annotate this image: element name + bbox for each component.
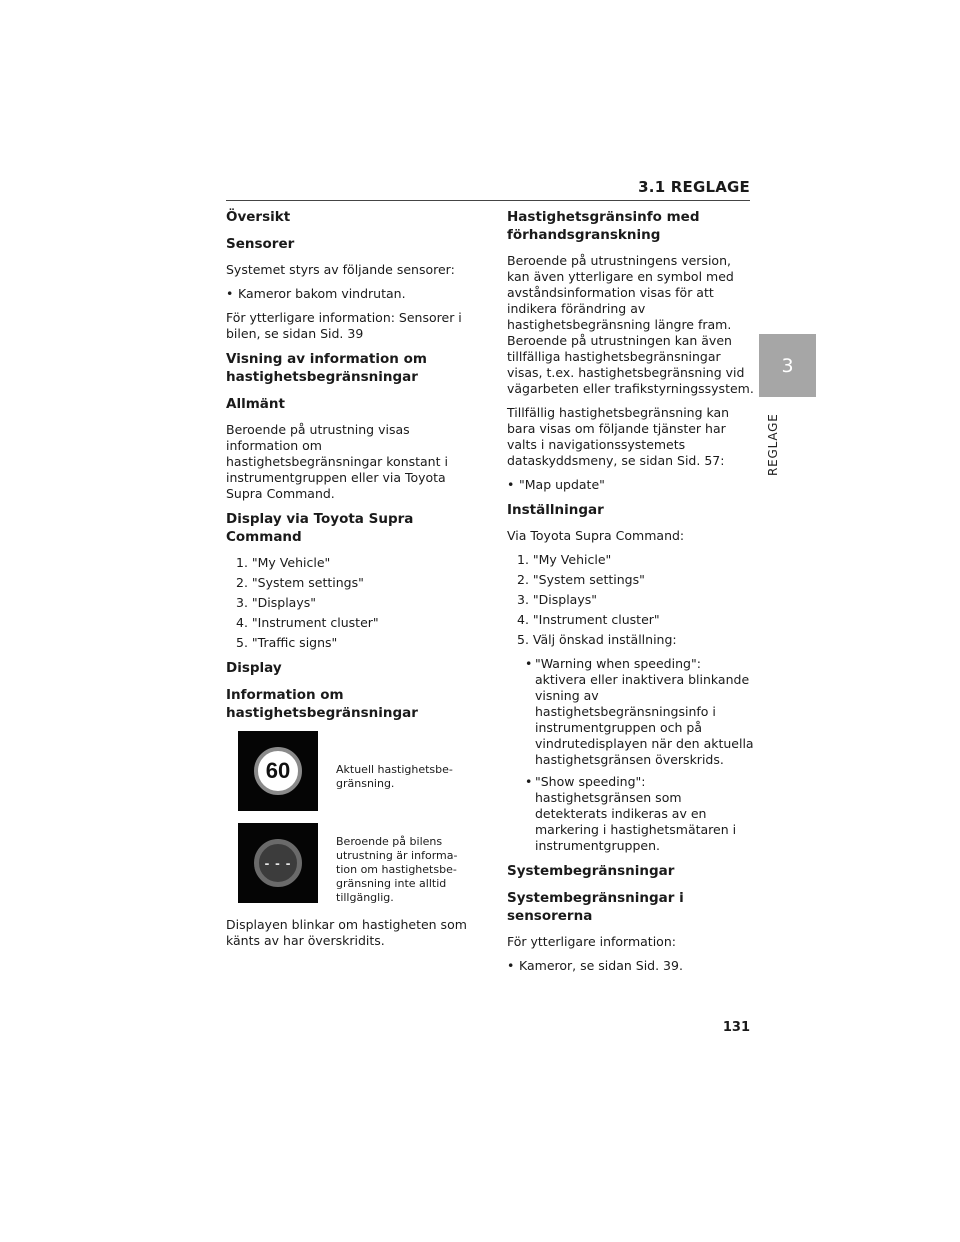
left-column: [226, 208, 476, 957]
no-limit-sign-icon: - - -: [254, 839, 302, 887]
heading-information: Information om hastighetsbegränsningar: [226, 687, 418, 721]
figure-current-limit: [238, 731, 476, 811]
settings-steps: [507, 552, 755, 648]
chapter-tab[interactable]: [759, 334, 816, 397]
paragraph-via: Via Toyota Supra Command:: [507, 528, 685, 543]
list-item: • "Show speeding": hastighetsgränsen som detekterats indikeras av en markering i hastighetsmätaren i instrumentgruppen.: [525, 774, 755, 854]
list-item: 2. "System settings": [236, 575, 364, 590]
figure-image: [238, 823, 318, 903]
heading-display-via: Display via Toyota Supra Command: [226, 511, 414, 545]
list-item: • Kameror bakom vindrutan.: [226, 286, 476, 302]
heading-allmant: Allmänt: [226, 396, 285, 412]
list-item: • "Warning when speeding": aktivera eller inaktivera blinkande visning av hastighetsbegränsningsinfo i instrumentgruppen och på vindrutedisplayen när den aktuella hastighetsgränsen överskrids.: [525, 656, 755, 768]
figure-no-info: [238, 823, 476, 905]
chapter-number: 3: [781, 354, 794, 377]
paragraph-more-info: För ytterligare information: Sensorer i bilen, se sidan Sid. 39: [226, 310, 462, 341]
list-item: 1. "My Vehicle": [236, 555, 331, 570]
heading-systembegransningar-sensorer: Systembegränsningar i sensorerna: [507, 890, 684, 924]
figure-caption: Beroende på bilens utrustning är informa-tion om hastighetsbe-gränsning inte alltid tillgänglig.: [336, 835, 458, 904]
paragraph-blink: Displayen blinkar om hastigheten som känts av har överskridits.: [226, 917, 467, 948]
paragraph-preview: Beroende på utrustningens version, kan även ytterligare en symbol med avståndsinformation visas för att indikera förändring av hastighetsbegränsning längre fram. Beroende på utrustningen kan även tillfälliga hastighetsbegränsningar visas, t.ex. hastighetsbegränsning vid vägarbeten eller trafikstyrningssystem.: [507, 253, 754, 396]
list-item: • Kameror, se sidan Sid. 39.: [507, 958, 755, 974]
heading-display: Display: [226, 660, 282, 676]
chapter-label: REGLAGE: [766, 413, 780, 477]
paragraph-temporary: Tillfällig hastighetsbegränsning kan bara visas om följande tjänster har valts i navigationssystemets dataskyddsmeny, se sidan Sid. 57:: [507, 405, 730, 468]
list-item: 4. "Instrument cluster": [517, 612, 660, 627]
list-item: 3. "Displays": [236, 595, 316, 610]
paragraph-allmant: Beroende på utrustning visas information om hastighetsbegränsningar konstant i instrumentgruppen eller via Toyota Supra Command.: [226, 422, 448, 501]
list-item: 5. "Traffic signs": [236, 635, 338, 650]
list-item: 2. "System settings": [517, 572, 645, 587]
paragraph-sensors: Systemet styrs av följande sensorer:: [226, 262, 455, 277]
list-item: 5. Välj önskad inställning:: [517, 632, 677, 647]
list-item: 4. "Instrument cluster": [236, 615, 379, 630]
right-column: [507, 208, 755, 982]
sensor-list: [226, 286, 476, 302]
heading-installningar: Inställningar: [507, 502, 604, 518]
paragraph-more: För ytterligare information:: [507, 934, 676, 949]
list-item: • "Map update": [507, 477, 755, 493]
figure-caption: Aktuell hastighetsbe-gränsning.: [336, 763, 453, 790]
speed-limit-sign-icon: 60: [254, 747, 302, 795]
figure-image: [238, 731, 318, 811]
more-list: [507, 958, 755, 974]
heading-sensorer: Sensorer: [226, 236, 295, 252]
page-number: 131: [722, 1020, 750, 1035]
section-header: 3.1 REGLAGE: [226, 178, 750, 201]
display-steps: [226, 555, 476, 651]
list-item: 3. "Displays": [517, 592, 597, 607]
heading-visning: Visning av information om hastighetsbegränsningar: [226, 351, 427, 385]
option-list: [525, 656, 755, 854]
list-item: 1. "My Vehicle": [517, 552, 612, 567]
heading-preview: Hastighetsgränsinfo med förhandsgranskning: [507, 209, 700, 243]
heading-oversikt: Översikt: [226, 209, 291, 225]
heading-systembegransningar: Systembegränsningar: [507, 863, 675, 879]
service-list: [507, 477, 755, 493]
